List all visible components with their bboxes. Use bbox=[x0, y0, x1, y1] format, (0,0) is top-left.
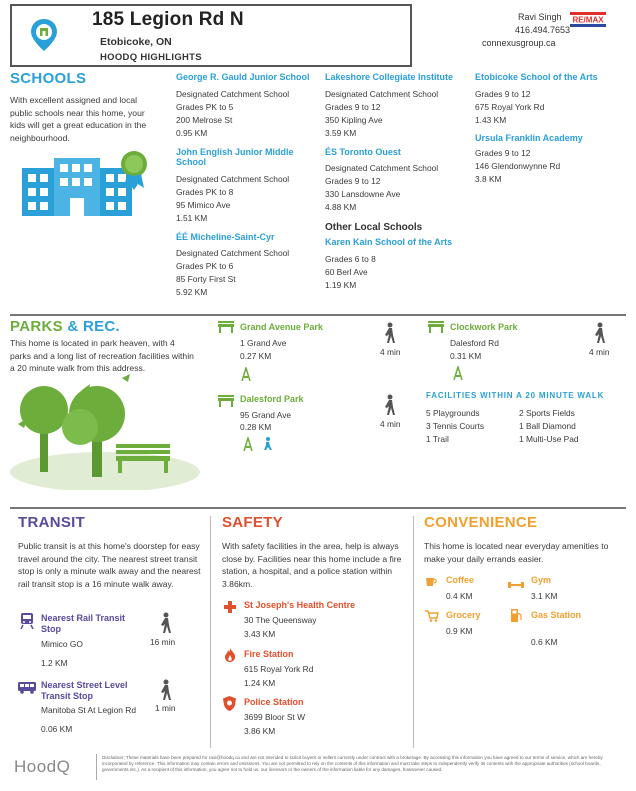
school-col-2 bbox=[325, 72, 465, 292]
brokerage-logo-text: RE/MAX bbox=[572, 15, 604, 25]
amenity-distance: 0.9 KM bbox=[446, 626, 473, 636]
school-distance: 3.8 KM bbox=[475, 174, 502, 184]
walk-icon bbox=[384, 322, 396, 349]
school-name[interactable]: ÉS Toronto Ouest bbox=[325, 146, 401, 157]
school-grades: Grades 9 to 12 bbox=[325, 176, 381, 186]
school-item[interactable] bbox=[475, 72, 615, 127]
playground-icon bbox=[240, 367, 252, 386]
facility-item: 3 Tennis Courts bbox=[426, 421, 485, 431]
convenience-heading: CONVENIENCE bbox=[424, 514, 538, 531]
school-name[interactable]: ÉÉ Micheline-Saint-Cyr bbox=[176, 231, 275, 242]
transit-heading: TRANSIT bbox=[18, 514, 86, 531]
school-address: 146 Glendonwynne Rd bbox=[475, 161, 561, 171]
facilities-heading: FACILITIES WITHIN A 20 MINUTE WALK bbox=[426, 391, 605, 400]
school-type: Designated Catchment School bbox=[176, 248, 290, 258]
safety-item-address: 615 Royal York Rd bbox=[244, 664, 314, 674]
transit-intro: Public transit is at this home's doorstep for easy travel around the city. The nearest street transit stop is only a minute walk away and the nearest rail transit stop is a 16 minute walk away. bbox=[18, 541, 201, 589]
safety-item-name[interactable]: Police Station bbox=[244, 697, 304, 707]
school-address: 330 Lansdowne Ave bbox=[325, 189, 401, 199]
school-distance: 3.59 KM bbox=[325, 127, 357, 138]
school-distance: 4.88 KM bbox=[325, 202, 357, 212]
park-trees-illustration bbox=[10, 372, 210, 495]
school-grades: Grades 6 to 8 bbox=[325, 253, 376, 264]
convenience-intro: This home is located near everyday amenities to make your daily errands easier. bbox=[424, 541, 609, 564]
walk-time: 16 min bbox=[150, 637, 176, 647]
school-name[interactable]: John English Junior Middle School bbox=[176, 146, 294, 167]
street-stop-title[interactable]: Nearest Street Level Transit Stop bbox=[41, 680, 128, 701]
park-address: 95 Grand Ave bbox=[240, 410, 292, 420]
school-name[interactable]: Ursula Franklin Academy bbox=[475, 132, 583, 143]
police-shield-icon bbox=[223, 696, 236, 716]
school-item[interactable] bbox=[176, 147, 316, 225]
facility-item: 1 Trail bbox=[426, 434, 449, 444]
walk-icon bbox=[160, 679, 172, 706]
school-address: 85 Forty First St bbox=[176, 274, 236, 284]
bus-icon bbox=[18, 681, 36, 699]
section-divider bbox=[10, 507, 626, 509]
hoodq-logo: HoodQ bbox=[14, 757, 71, 776]
amenity-distance: 0.6 KM bbox=[531, 637, 558, 647]
school-type: Designated Catchment School bbox=[325, 88, 439, 99]
train-icon bbox=[20, 613, 34, 634]
school-item[interactable] bbox=[325, 237, 465, 292]
school-name[interactable]: Etobicoke School of the Arts bbox=[475, 72, 598, 82]
rail-stop-name: Mimico GO bbox=[41, 639, 83, 649]
park-distance: 0.31 KM bbox=[450, 351, 482, 361]
school-type: Designated Catchment School bbox=[176, 173, 290, 184]
park-address: 1 Grand Ave bbox=[240, 338, 287, 348]
facility-item: 1 Multi-Use Pad bbox=[519, 434, 579, 444]
parks-intro: This home is located in park heaven, with 4 parks and a long list of recreation facilities within a 20 minute walk from this address. bbox=[10, 338, 194, 374]
disclaimer-text: Disclaimer: These materials have been prepared for ravi@hoodq.ca and are not intended to solicit buyers or sellers currently under contract with a brokerage. By accessing this information you have agreed to our terms of service, which are hereby incorporated by reference. This information may contain errors and omissions. You are not permitted to rely on the contents of this information and must take steps to independently verify its contents with the appropriate authorities (school boards, governments etc.). As a recipient of this information, you agree not to hold us, our licensors or the owners of the information liable for any damages, howsoever caused. bbox=[102, 755, 603, 773]
fire-icon bbox=[224, 648, 236, 667]
school-col-1 bbox=[176, 72, 316, 299]
agent-name: Ravi Singh bbox=[518, 12, 562, 22]
bench-icon bbox=[218, 320, 234, 338]
school-name[interactable]: Lakeshore Collegiate Institute bbox=[325, 72, 454, 82]
rail-stop-distance: 1.2 KM bbox=[41, 658, 68, 668]
bench-icon bbox=[218, 394, 234, 412]
school-distance: 1.43 KM bbox=[475, 114, 507, 125]
walk-time: 4 min bbox=[380, 347, 401, 357]
school-item[interactable] bbox=[176, 232, 316, 300]
safety-heading: SAFETY bbox=[222, 514, 283, 531]
walk-time: 1 min bbox=[155, 703, 176, 713]
hospital-icon bbox=[224, 600, 236, 618]
address-city: Etobicoke, ON bbox=[100, 36, 172, 48]
school-col-3 bbox=[475, 72, 615, 186]
highlights-label: HOODQ HIGHLIGHTS bbox=[100, 52, 202, 63]
safety-intro: With safety facilities in the area, help is always close by. Facilities near this home include a fire station, a hospital, and a police station within 3.86km. bbox=[222, 541, 402, 589]
school-name[interactable]: Karen Kain School of the Arts bbox=[325, 237, 453, 247]
facility-item: 5 Playgrounds bbox=[426, 408, 480, 418]
school-address: 200 Melrose St bbox=[176, 114, 233, 125]
school-grades: Grades 9 to 12 bbox=[325, 101, 381, 112]
street-stop-distance: 0.06 KM bbox=[41, 724, 73, 734]
amenity-name[interactable]: Grocery bbox=[446, 610, 481, 620]
grocery-cart-icon bbox=[425, 609, 439, 627]
rec-heading-word: & REC. bbox=[67, 318, 121, 335]
park-name[interactable]: Dalesford Park bbox=[240, 394, 304, 404]
school-grades: Grades PK to 5 bbox=[176, 101, 234, 112]
address-title: 185 Legion Rd N bbox=[92, 9, 244, 30]
column-divider bbox=[413, 516, 414, 748]
agent-phone[interactable]: 416.494.7653 bbox=[515, 25, 571, 35]
amenity-distance: 0.4 KM bbox=[446, 591, 473, 601]
safety-item-address: 30 The Queensway bbox=[244, 615, 317, 625]
school-distance: 5.92 KM bbox=[176, 287, 208, 297]
brokerage-logo bbox=[570, 12, 606, 28]
facility-item: 2 Sports Fields bbox=[519, 408, 575, 418]
safety-item-name[interactable]: St Joseph's Health Centre bbox=[244, 600, 356, 610]
school-distance: 1.51 KM bbox=[176, 212, 208, 223]
school-address: 60 Berl Ave bbox=[325, 266, 368, 277]
school-grades: Grades PK to 6 bbox=[176, 261, 234, 271]
coffee-icon bbox=[425, 574, 437, 592]
amenity-distance: 3.1 KM bbox=[531, 591, 558, 601]
school-grades: Grades 9 to 12 bbox=[475, 148, 531, 158]
school-item[interactable] bbox=[475, 133, 615, 187]
column-divider bbox=[210, 516, 211, 748]
other-schools-heading: Other Local Schools bbox=[325, 222, 423, 233]
footer-separator bbox=[96, 754, 97, 780]
safety-item-distance: 3.43 KM bbox=[244, 629, 276, 639]
safety-item-address: 3699 Bloor St W bbox=[244, 712, 305, 722]
amenity-name[interactable]: Gas Station bbox=[531, 610, 582, 620]
park-address: Dalesford Rd bbox=[450, 338, 499, 348]
park-name[interactable]: Grand Avenue Park bbox=[240, 322, 323, 332]
school-item[interactable] bbox=[176, 72, 316, 140]
school-distance: 1.19 KM bbox=[325, 279, 357, 290]
parks-heading-word: PARKS bbox=[10, 318, 63, 335]
park-name[interactable]: Clockwork Park bbox=[450, 322, 518, 332]
school-item[interactable] bbox=[325, 72, 465, 140]
section-divider bbox=[10, 314, 626, 316]
safety-item-name[interactable]: Fire Station bbox=[244, 649, 294, 659]
gas-pump-icon bbox=[511, 609, 522, 627]
playground-icon bbox=[242, 437, 254, 456]
walk-icon bbox=[384, 394, 396, 421]
playground-icon bbox=[452, 366, 464, 385]
school-item[interactable] bbox=[325, 147, 465, 215]
school-type: Designated Catchment School bbox=[325, 163, 439, 173]
school-grades: Grades 9 to 12 bbox=[475, 88, 531, 99]
safety-item-distance: 1.24 KM bbox=[244, 678, 276, 688]
rail-stop-title[interactable]: Nearest Rail Transit Stop bbox=[41, 613, 126, 634]
map-pin-icon bbox=[30, 18, 58, 57]
amenity-name[interactable]: Coffee bbox=[446, 575, 475, 585]
parks-heading bbox=[10, 318, 120, 335]
walk-icon bbox=[160, 612, 172, 639]
school-address: 675 Royal York Rd bbox=[475, 101, 545, 112]
park-distance: 0.28 KM bbox=[240, 422, 272, 432]
street-stop-name: Manitoba St At Legion Rd bbox=[41, 705, 136, 715]
sports-icon bbox=[262, 437, 272, 456]
bench-icon bbox=[428, 320, 444, 338]
walk-icon bbox=[594, 322, 606, 349]
school-building-icon bbox=[14, 148, 164, 223]
agent-website[interactable]: connexusgroup.ca bbox=[482, 38, 556, 48]
safety-item-distance: 3.86 KM bbox=[244, 726, 276, 736]
gym-dumbbell-icon bbox=[508, 576, 524, 594]
school-type: Designated Catchment School bbox=[176, 88, 290, 99]
schools-intro: With excellent assigned and local public schools near this home, your kids will get a great education in the neighbourhood. bbox=[10, 95, 147, 143]
facility-item: 1 Ball Diamond bbox=[519, 421, 576, 431]
walk-time: 4 min bbox=[380, 419, 401, 429]
amenity-name[interactable]: Gym bbox=[531, 575, 552, 585]
schools-heading: SCHOOLS bbox=[10, 70, 87, 87]
school-address: 95 Mimico Ave bbox=[176, 199, 231, 210]
school-address: 350 Kipling Ave bbox=[325, 114, 383, 125]
school-name[interactable]: George R. Gauld Junior School bbox=[176, 72, 310, 82]
school-grades: Grades PK to 8 bbox=[176, 186, 234, 197]
walk-time: 4 min bbox=[589, 347, 610, 357]
park-distance: 0.27 KM bbox=[240, 351, 272, 361]
school-distance: 0.95 KM bbox=[176, 127, 208, 138]
